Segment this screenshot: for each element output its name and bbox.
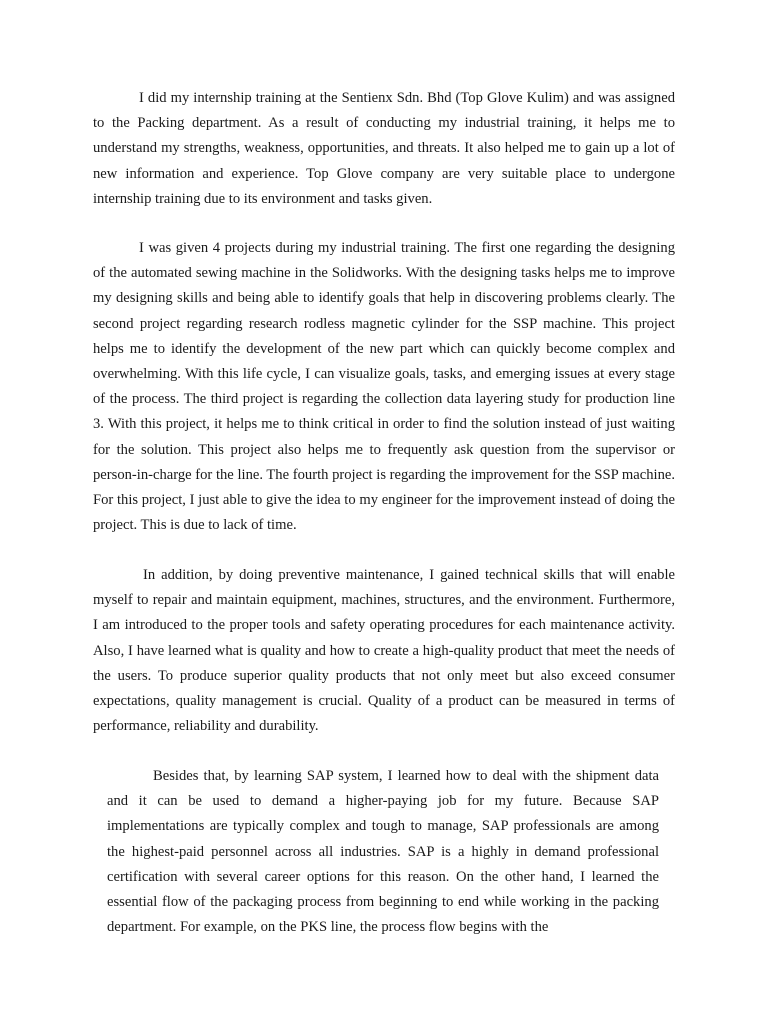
paragraph-internship-intro bbox=[93, 86, 675, 212]
paragraph-text: I did my internship training at the Sentienx Sdn. Bhd (Top Glove Kulim) and was assigned to the Packing department. As a result of conducting my industrial training, it helps me to understand my strengths, weakness, opportunities, and threats. It also helped me to gain up a lot of new information and experience. Top Glove company are very suitable place to undergone internship training due to its environment and tasks given. bbox=[93, 90, 675, 207]
paragraph-text: In addition, by doing preventive maintenance, I gained technical skills that will enable myself to repair and maintain equipment, machines, structures, and the environment. Furthermore, I am introduced to the proper tools and safety operating procedures for each maintenance activity. Also, I have learned what is quality and how to create a high-quality product that meet the needs of the users. To produce superior quality products that not only meet but also exceed consumer expectations, quality management is crucial. Quality of a product can be measured in terms of performance, reliability and durability. bbox=[93, 567, 675, 735]
paragraph-sap-system bbox=[107, 764, 659, 940]
paragraph-text: I was given 4 projects during my industrial training. The first one regarding the designing of the automated sewing machine in the Solidworks. With the designing tasks helps me to improve my designing skills and being able to identify goals that help in discovering problems clearly. The second project regarding research rodless magnetic cylinder for the SSP machine. This project helps me to identify the development of the new part which can quickly become complex and overwhelming. With this life cycle, I can visualize goals, tasks, and emerging issues at every stage of the process. The third project is regarding the collection data layering study for production line 3. With this project, it helps me to think critical in order to find the solution instead of just waiting for the solution. This project also helps me to frequently ask question from the supervisor or person-in-charge for the line. The fourth project is regarding the improvement for the SSP machine. For this project, I just able to give the idea to my engineer for the improvement instead of doing the project. This is due to lack of time. bbox=[93, 240, 675, 534]
paragraph-maintenance-quality bbox=[93, 563, 675, 739]
paragraph-projects bbox=[93, 236, 675, 538]
paragraph-text: Besides that, by learning SAP system, I learned how to deal with the shipment data and it can be used to demand a higher-paying job for my future. Because SAP implementations are typically complex and tough to manage, SAP professionals are among the highest-paid personnel across all industries. SAP is a highly in demand professional certification with several career options for this reason. On the other hand, I learned the essential flow of the packaging process from beginning to end while working in the packing department. For example, on the PKS line, the process flow begins with the bbox=[107, 768, 659, 936]
